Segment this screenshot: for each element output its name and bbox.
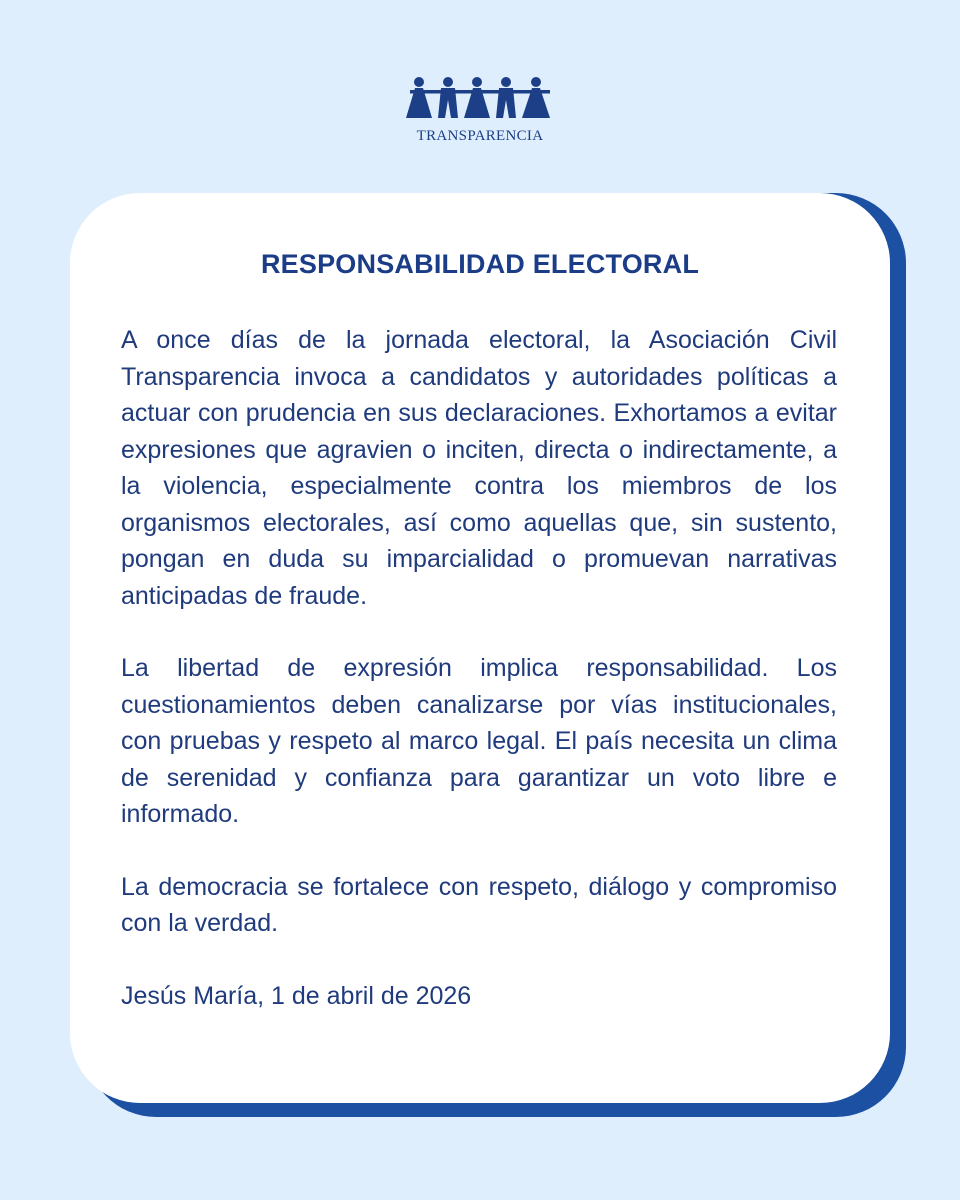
statement-place-date: Jesús María, 1 de abril de 2026 [121,981,472,1010]
statement-card [70,193,890,1103]
statement-paragraph-3: La democracia se fortalece con respeto, diálogo y compromiso con la verdad. [121,872,837,937]
logo [0,72,960,152]
logo-wordmark: TRANSPARENCIA [416,128,544,144]
statement-title: RESPONSABILIDAD ELECTORAL [260,249,700,279]
statement-body [121,322,837,1014]
statement-paragraph-1: A once días de la jornada electoral, la Asociación Civil Transparencia invoca a candidatos y autoridades políticas a actuar con prudencia en sus declaraciones. Exhortamos a evitar expresiones que agravien o inciten, directa o indirectamente, a la violencia, especialmente contra los miembros de los organismos electorales, así como aquellas que, sin sustento, pongan en duda su imparcialidad o promuevan narrativas anticipadas de fraude. [121,326,837,610]
people-figures-icon [406,76,554,122]
statement-paragraph-2: La libertad de expresión implica responsabilidad. Los cuestionamientos deben canalizarse por vías institucionales, con pruebas y respeto al marco legal. El país necesita un clima de serenidad y confianza para garantizar un voto libre e informado. [121,654,837,828]
